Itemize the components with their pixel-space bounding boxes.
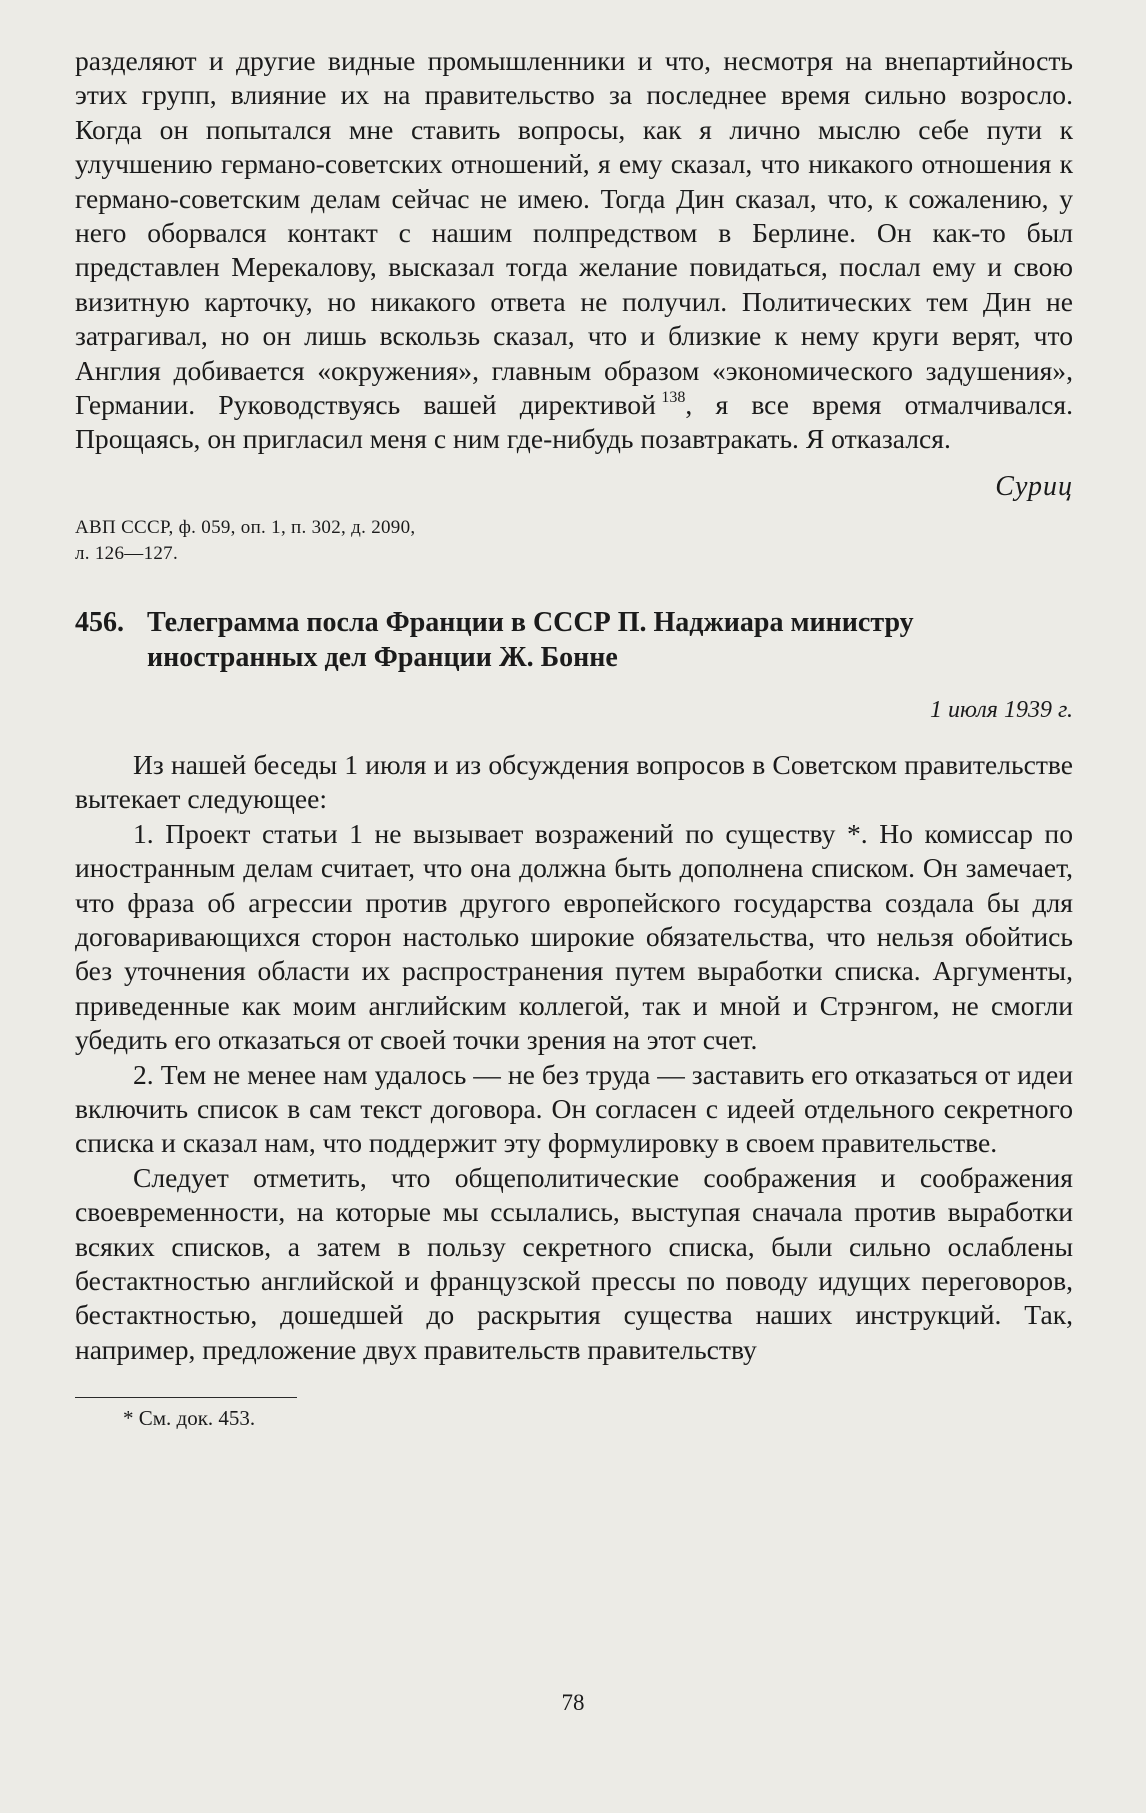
document-date: 1 июля 1939 г.	[930, 696, 1073, 723]
body-paragraph: 1. Проект статьи 1 не вызывает возражений по существу *. Но комиссар по иностранным делам считает, что она должна быть дополнена списком. Он замечает, что фраза об агрессии против другого европейского государства создала бы для договаривающихся сторон настолько широкие обязательства, что нельзя обойтись без уточнения области их распространения путем выработки списка. Аргументы, приведенные как моим английским коллегой, так и мной и Стрэнгом, не смогли убедить его отказаться от своей точки зрения на этот счет.	[75, 817, 1073, 1056]
body-paragraph: Из нашей беседы 1 июля и из обсуждения вопросов в Советском правительстве вытекает следующее:	[75, 748, 1073, 815]
document-heading	[75, 605, 1073, 675]
body-paragraph: Следует отметить, что общеполитические соображения и соображения своевременности, на которые мы ссылались, выступая сначала против выработки всяких списков, а затем в пользу секретного списка, были сильно ослаблены бестактностью английской и французской прессы по поводу идущих переговоров, бестактностью, дошедшей до раскрытия существа наших инструкций. Так, например, предложение двух правительств правительству	[75, 1161, 1073, 1365]
archive-source-line-1: АВП СССР, ф. 059, оп. 1, п. 302, д. 2090,	[75, 516, 416, 538]
page-number: 78	[561, 1690, 585, 1715]
continuation-text: разделяют и другие видные промышленники и что, несмотря на внепартийность этих групп, влияние их на правительство за последнее время сильно возросло. Когда он попытался мне ставить вопросы, как я лично мыслю себе пути к улучшению германо-советских отношений, я ему сказал, что никакого отношения к германо-советским делам сейчас не имею. Тогда Дин сказал, что, к сожалению, у него оборвался контакт с нашим полпредством в Берлине. Он как-то был представлен Мерекалову, высказал тогда желание повидаться, послал ему и свою визитную карточку, но никакого ответа не получил. Политических тем Дин не затрагивал, но он лишь вскользь сказал, что и близкие к нему круги верят, что Англия добивается «окружения», главным образом «экономического задушения», Германии. Руководствуясь вашей директивой	[75, 45, 1073, 421]
body-paragraph: 2. Тем не менее нам удалось — не без труда — заставить его отказаться от идеи включить список в сам текст договора. Он согласен с идеей отдельного секретного списка и сказал нам, что поддержит эту формулировку в своем правительстве.	[75, 1058, 1073, 1159]
document-number: 456.	[75, 606, 124, 638]
reference-marker[interactable]: 138	[661, 389, 686, 407]
document-title: Телеграмма посла Франции в СССР П. Наджиара министру иностранных дел Франции Ж. Бонне	[147, 606, 914, 673]
page-content	[75, 44, 1073, 1432]
footnote: * См. док. 453.	[123, 1406, 256, 1431]
archive-source	[75, 515, 1073, 567]
continuation-paragraph	[75, 44, 1073, 457]
archive-source-line-2: л. 126—127.	[75, 542, 179, 564]
footnote-divider	[75, 1397, 297, 1398]
continuation-text-end: , я все время отмалчивался. Прощаясь, он пригласил меня с ним где-нибудь позавтракать. Я отказался.	[75, 389, 1074, 455]
signature: Суриц	[995, 470, 1073, 502]
